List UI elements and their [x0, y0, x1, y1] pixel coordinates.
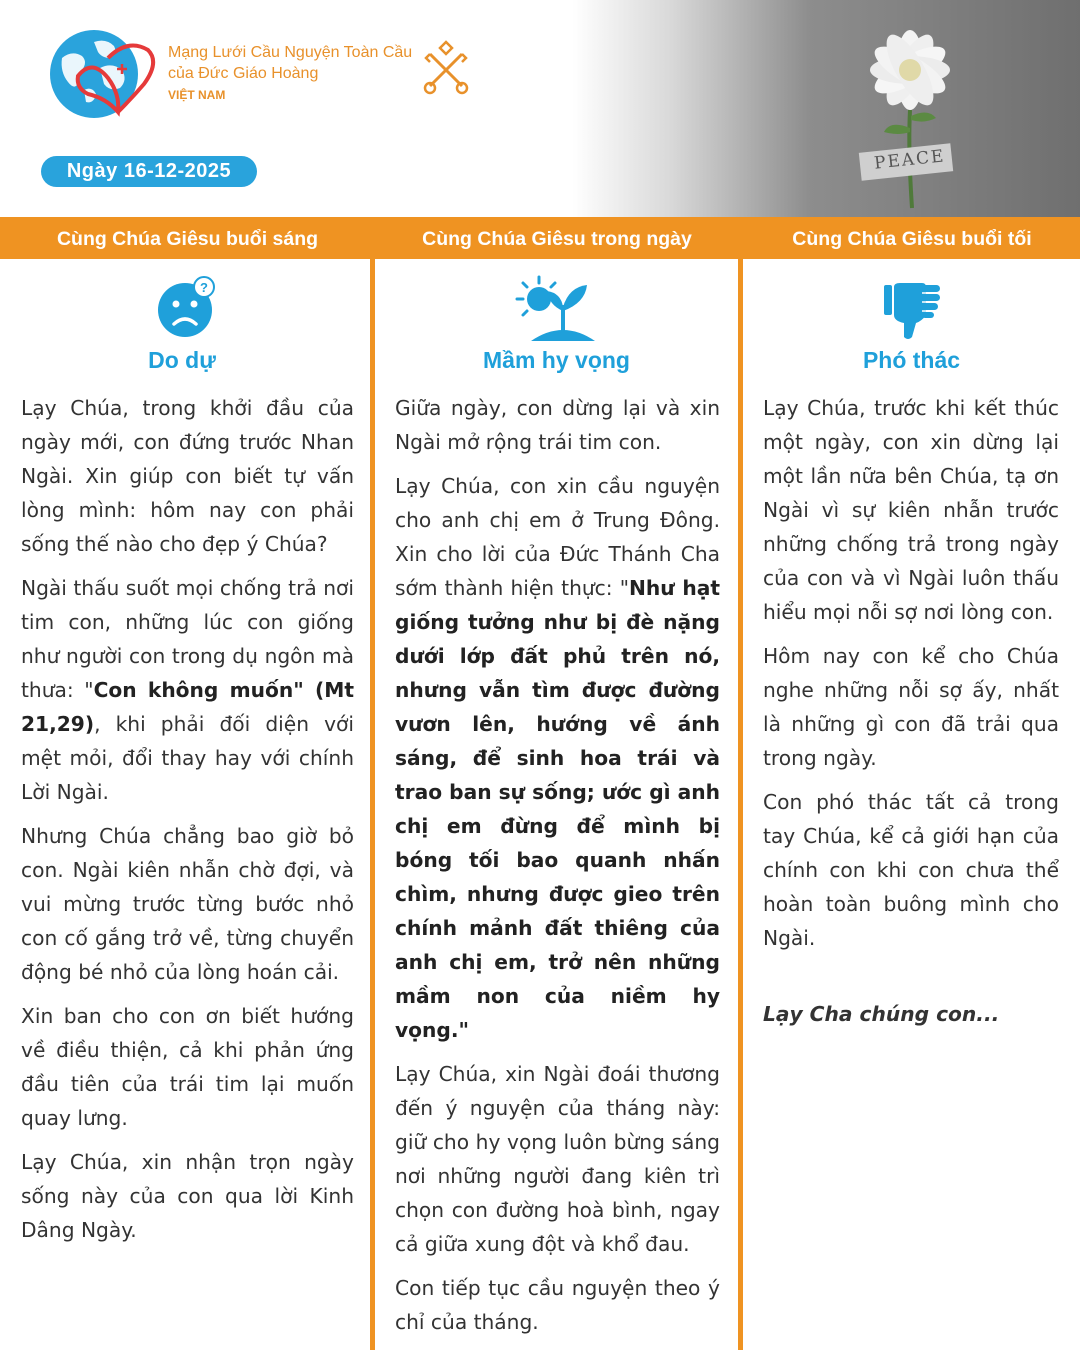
org-country: VIỆT NAM: [168, 88, 226, 102]
paragraph: Hôm nay con kể cho Chúa nghe những nỗi sợ ấy, nhất là những gì con đã trải qua trong ngày.: [763, 644, 1059, 770]
header: [0, 0, 1080, 217]
evening-text: [763, 391, 1059, 1041]
paragraph: Lạy Chúa, trong khởi đầu của ngày mới, con đứng trước Nhan Ngài. Xin giúp con biết tự vấn lòng mình: hôm nay con phải sống thế nào cho đẹp ý Chúa?: [21, 396, 354, 556]
paragraph: Con phó thác tất cả trong tay Chúa, kể cả giới hạn của chính con khi con chưa thể hoàn toàn buông mình cho Ngài.: [763, 790, 1059, 950]
midday-column: [375, 259, 738, 1350]
evening-column: [743, 259, 1080, 1350]
midday-bar-title: Cùng Chúa Giêsu trong ngày: [422, 228, 692, 250]
paragraph: Lạy Chúa, trước khi kết thúc một ngày, con xin dừng lại một lần nữa bên Chúa, tạ ơn Ngài vì sự kiên nhẫn trước những chống trả trong ngày của con và vì Ngài luôn thấu hiểu mọi nỗi sợ nơi lòng con.: [763, 396, 1059, 624]
org-name: Mạng Lưới Cầu Nguyện Toàn Cầu của Đức Giáo Hoàng: [168, 44, 413, 82]
sun-sprout-icon: [513, 275, 597, 341]
globe-heart-logo-icon: [48, 28, 160, 120]
paragraph: Nhưng Chúa chẳng bao giờ bỏ con. Ngài kiên nhẫn chờ đợi, và vui mừng trước từng bước nhỏ con cố gắng trở về, từng chuyển động bé nhỏ của lòng hoán cải.: [21, 824, 354, 984]
section-bar: [0, 217, 1080, 259]
evening-bar-title: Cùng Chúa Giêsu buổi tối: [792, 228, 1032, 250]
morning-column: [0, 259, 370, 1350]
paragraph: Lạy Chúa, con xin cầu nguyện cho anh chị em ở Trung Đông. Xin cho lời của Đức Thánh Cha sớm thành hiện thực: "Như hạt giống tưởng như bị đè nặng dưới lớp đất phủ trên nó, nhưng vẫn tìm được đường vươn lên, hướng về ánh sáng, để sinh hoa trái và trao ban sự sống; ước gì anh chị em đừng để mình bị bóng tối bao quanh nhấn chìm, nhưng được gieo trên chính mảnh đất thiêng của anh chị em, trở nên những mầm non của niềm hy vọng.": [395, 474, 720, 1042]
peace-label: PEACE: [873, 146, 947, 174]
paragraph: Xin ban cho con ơn biết hướng về điều thiện, cả khi phản ứng đầu tiên của trái tim lại muốn quay lưng.: [21, 1004, 354, 1130]
hand-down-icon: [882, 281, 942, 341]
paragraph: Lạy Chúa, xin Ngài đoái thương đến ý nguyện của tháng này: giữ cho hy vọng luôn bừng sáng nơi những người đang kiên trì chọn con đường hoà bình, ngay cả giữa xung đột và khổ đau.: [395, 1062, 720, 1256]
morning-bar-title: Cùng Chúa Giêsu buổi sáng: [56, 228, 319, 250]
closing-prayer: Lạy Cha chúng con...: [763, 1002, 1000, 1026]
paragraph: Giữa ngày, con dừng lại và xin Ngài mở rộng trái tim con.: [395, 396, 720, 454]
midday-heading: Mầm hy vọng: [483, 347, 630, 373]
confused-face-icon: [156, 276, 218, 338]
evening-heading: Phó thác: [862, 347, 961, 373]
papal-keys-icon: [422, 40, 470, 96]
paragraph: Con tiếp tục cầu nguyện theo ý chỉ của tháng.: [395, 1276, 720, 1334]
svg-text:?: ?: [200, 280, 208, 295]
midday-text: [395, 391, 720, 1349]
paragraph: Lạy Chúa, xin nhận trọn ngày sống này của con qua lời Kinh Dâng Ngày.: [21, 1150, 354, 1242]
paragraph: Ngài thấu suốt mọi chống trả nơi tim con, những lúc con giống như người con trong dụ ngôn mà thưa: "Con không muốn" (Mt 21,29), khi phải đối diện với mệt mỏi, đổi thay hay với chính Lời Ngài.: [21, 576, 354, 804]
morning-heading: Do dự: [148, 347, 216, 373]
morning-text: [21, 391, 354, 1257]
peace-flower-photo: [830, 8, 1000, 213]
date-badge: Ngày 16-12-2025: [41, 156, 257, 187]
